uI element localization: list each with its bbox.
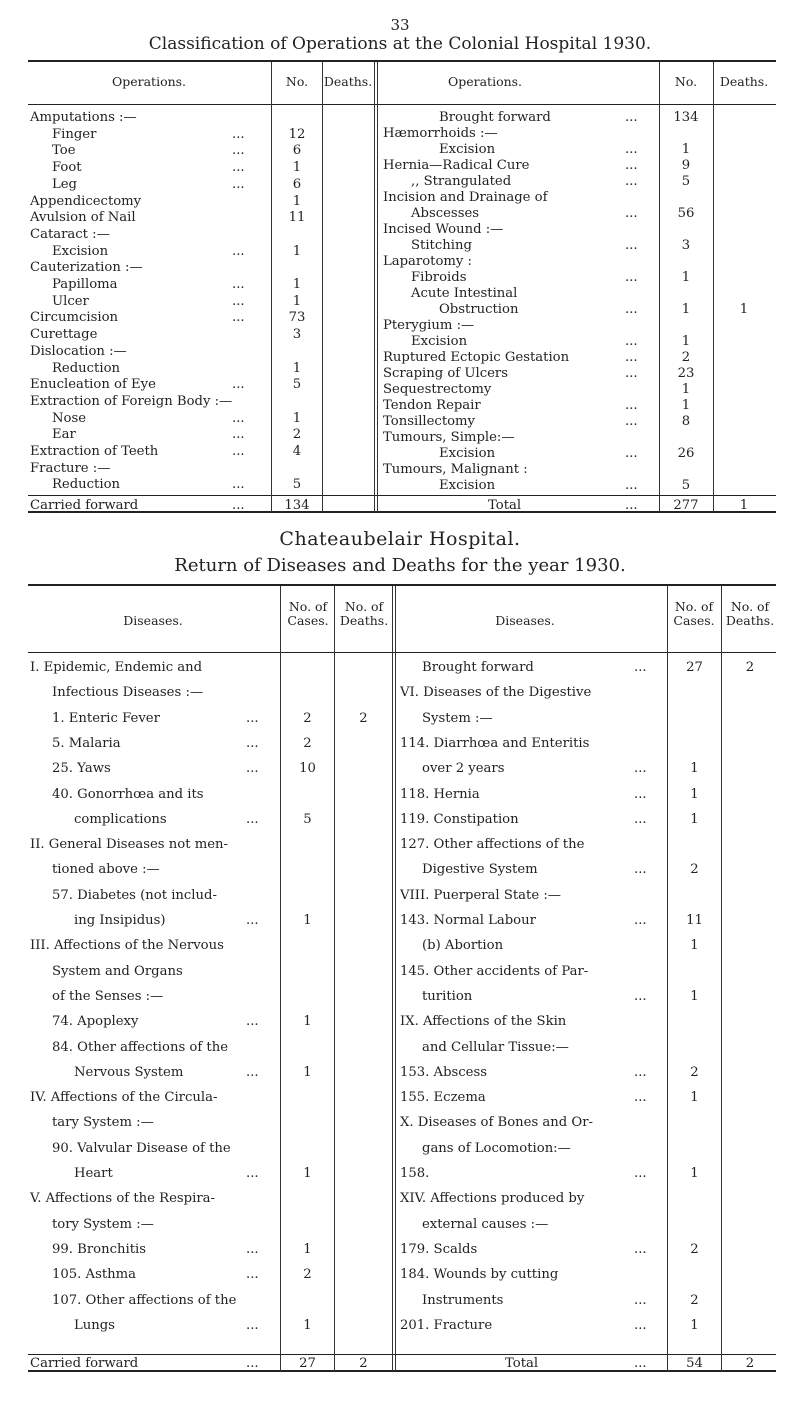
- table1-left-row-label: Avulsion of Nail: [30, 210, 136, 226]
- table1-col-rule: [377, 62, 378, 512]
- table2-left-row-label: 107. Other affections of the: [52, 1292, 237, 1308]
- table2-right-row-leader-dots: ...: [634, 811, 647, 827]
- table1-header-operations-left: Operations.: [111, 74, 187, 89]
- table1-left-row-no: 3: [292, 327, 302, 343]
- table1-right-row-no: 26: [677, 446, 695, 461]
- table2-right-row-cases: 2: [690, 1292, 699, 1308]
- table1-left-row-leader-dots: ...: [232, 310, 245, 326]
- table1-right-row-no: 23: [677, 366, 695, 381]
- table1-right-row-leader-dots: ...: [625, 110, 638, 125]
- table1-right-row-label: Fibroids: [411, 270, 467, 285]
- table2-left-footer-cases: 27: [299, 1356, 316, 1371]
- table1-left-row-label: Appendicectomy: [30, 193, 142, 209]
- table2-left-row-cases: 2: [303, 1267, 312, 1283]
- table2-right-row-label: (b) Abortion: [422, 938, 504, 954]
- table1-left-row-no: 1: [292, 360, 302, 376]
- table1-left-row-label: Dislocation :—: [30, 343, 127, 359]
- table2-header-deaths-right: No. of Deaths.: [725, 599, 775, 628]
- table2-left-row-label: of the Senses :—: [52, 988, 164, 1004]
- table2-left-row-cases: 5: [303, 811, 312, 827]
- table2-right-row-cases: 1: [690, 761, 699, 777]
- table2-col-rule: [392, 586, 393, 1371]
- table2-right-row-cases: 1: [690, 811, 699, 827]
- table1-left-row-no: 2: [292, 427, 302, 443]
- table2-left-row-label: Heart: [74, 1166, 113, 1181]
- table1-left-row-leader-dots: ...: [232, 143, 245, 159]
- table1-right-row-no: 2: [681, 350, 691, 365]
- table1-right-row-label: Tendon Repair: [383, 398, 481, 413]
- table2-left-row-label: tary System :—: [52, 1115, 154, 1131]
- table2-right-row-label: 153. Abscess: [400, 1064, 488, 1080]
- table2-left-row-label: III. Affections of the Nervous: [30, 938, 224, 954]
- table2-right-row-cases: 2: [690, 1241, 699, 1257]
- table1-left-row-leader-dots: ...: [232, 277, 245, 292]
- table1-left-row-leader-dots: ...: [232, 176, 245, 192]
- table2-left-row-cases: 1: [303, 913, 312, 928]
- table1-right-row-leader-dots: ...: [625, 142, 638, 157]
- table1-left-row-no: 1: [292, 293, 302, 309]
- table2-right-row-label: 119. Constipation: [400, 811, 519, 827]
- table1-left-row-label: Toe: [52, 143, 76, 159]
- table2-right-row-label: 201. Fracture: [400, 1317, 493, 1333]
- table2-right-row-cases: 2: [690, 1064, 699, 1080]
- table1-right-row-no: 5: [681, 478, 691, 493]
- table1-header-rule: [28, 104, 776, 105]
- table2-left-row-label: I. Epidemic, Endemic and: [30, 660, 203, 675]
- table1-left-footer-label: Carried forward: [30, 498, 139, 513]
- table1-right-row-label: Scraping of Ulcers: [383, 366, 508, 381]
- table2-left-row-label: V. Affections of the Respira-: [30, 1191, 215, 1207]
- table1-left-row-leader-dots: ...: [232, 427, 245, 443]
- table2-right-row-cases: 1: [690, 1166, 699, 1181]
- table2-left-row-cases: 1: [303, 1064, 312, 1080]
- table2-left-row-label: Nervous System: [74, 1064, 184, 1080]
- table1-right-row-no: 1: [681, 382, 691, 397]
- table1-right-row-leader-dots: ...: [625, 334, 638, 349]
- table1-left-row-no: 12: [288, 126, 306, 142]
- table1-right-row-label: Acute Intestinal: [411, 286, 518, 301]
- table1-right-footer-deaths: 1: [739, 498, 749, 513]
- table1-left-row-no: 1: [292, 277, 302, 292]
- table2-header-diseases-right: Diseases.: [495, 613, 555, 628]
- table1-left-row-no: 4: [292, 444, 302, 459]
- table1-left-row-no: 5: [292, 477, 302, 493]
- table2-right-footer-deaths: 2: [745, 1356, 755, 1371]
- table2-col-rule: [721, 586, 722, 1371]
- table2-top-rule: [28, 584, 776, 586]
- table1-left-row-no: 6: [292, 176, 302, 192]
- table1-header-deaths-right: Deaths.: [719, 74, 769, 89]
- table1-right-row-no: 5: [681, 174, 691, 189]
- table1-left-row-label: Reduction: [52, 477, 121, 493]
- table2-right-row-label: 155. Eczema: [400, 1090, 486, 1106]
- table1-col-rule: [374, 62, 375, 512]
- table1-left-row-label: Extraction of Foreign Body :—: [30, 393, 233, 409]
- table1-right-row-no: 3: [681, 238, 691, 253]
- table2-col-rule: [334, 586, 335, 1371]
- table2-right-footer-cases: 54: [686, 1356, 703, 1371]
- table1-header-no-left: No.: [285, 74, 309, 89]
- table2-right-row-label: Instruments: [422, 1292, 504, 1308]
- table2-right-row-label: Brought forward: [422, 660, 534, 675]
- table2-left-row-cases: 1: [303, 1166, 312, 1181]
- table1-left-row-label: Amputations :—: [30, 110, 137, 125]
- table1-left-row-leader-dots: ...: [232, 477, 245, 493]
- table2-header-cases-right: No. of Cases.: [673, 599, 715, 628]
- table2-left-row-leader-dots: ...: [246, 1014, 259, 1030]
- table2-right-row-leader-dots: ...: [634, 786, 647, 802]
- table2-left-row-label: tioned above :—: [52, 862, 160, 878]
- table2-right-row-label: over 2 years: [422, 761, 505, 777]
- table2-left-row-leader-dots: ...: [246, 811, 259, 827]
- table2-header-cases-left: No. of Cases.: [287, 599, 329, 628]
- table1-left-row-leader-dots: ...: [232, 293, 245, 309]
- table2-right-row-label: XIV. Affections produced by: [400, 1191, 585, 1207]
- table1-title: Classification of Operations at the Colonial Hospital 1930.: [148, 34, 652, 54]
- table2-right-row-leader-dots: ...: [634, 1317, 647, 1333]
- table1-left-row-leader-dots: ...: [232, 126, 245, 142]
- table1-right-row-no: 1: [681, 334, 691, 349]
- table2-left-row-label: 99. Bronchitis: [52, 1241, 146, 1257]
- table2-right-row-label: 118. Hernia: [400, 786, 480, 802]
- table2-right-row-label: turition: [422, 988, 473, 1004]
- table2-left-footer-label: Carried forward: [30, 1356, 139, 1371]
- table1-left-row-no: 1: [292, 243, 302, 259]
- table1-right-row-leader-dots: ...: [625, 350, 638, 365]
- table1-right-row-label: Pterygium :—: [383, 318, 475, 333]
- table1-right-row-no: 9: [681, 158, 691, 173]
- table1-right-row-leader-dots: ...: [625, 446, 638, 461]
- table1-left-row-no: 1: [292, 160, 302, 176]
- table1-right-row-leader-dots: ...: [625, 158, 638, 173]
- table1-left-row-no: 11: [288, 210, 306, 226]
- table1-left-footer-no: 134: [284, 498, 310, 513]
- table2-left-row-cases: 1: [303, 1241, 312, 1257]
- table2-left-row-label: Infectious Diseases :—: [52, 685, 204, 701]
- table2-left-row-label: 84. Other affections of the: [52, 1039, 229, 1055]
- table2-right-row-label: Digestive System: [422, 862, 538, 878]
- table2-left-row-label: IV. Affections of the Circula-: [30, 1090, 218, 1106]
- table1-right-row-label: Tumours, Malignant :: [383, 462, 528, 477]
- table2-right-row-leader-dots: ...: [634, 1064, 647, 1080]
- table1-left-footer-dots: ...: [232, 498, 245, 513]
- table2-right-row-label: 184. Wounds by cutting: [400, 1267, 559, 1283]
- table2-header-diseases-left: Diseases.: [123, 613, 183, 628]
- table2-right-row-label: VI. Diseases of the Digestive: [400, 685, 592, 701]
- table2-left-footer-dots: ...: [246, 1356, 259, 1371]
- table1-right-footer-dots: ...: [625, 498, 638, 513]
- table1-right-row-label: Incision and Drainage of: [383, 190, 548, 205]
- table1-right-row-label: Excision: [439, 478, 496, 493]
- table2-left-row-cases: 2: [303, 710, 312, 726]
- table1-right-row-label: Ruptured Ectopic Gestation: [383, 350, 570, 365]
- table2-left-row-label: 57. Diabetes (not includ-: [52, 887, 217, 903]
- table2-right-row-cases: 1: [690, 988, 699, 1004]
- table1-right-row-label: Hæmorrhoids :—: [383, 126, 498, 141]
- table1-header-no-right: No.: [674, 74, 698, 89]
- table1-right-row-leader-dots: ...: [625, 206, 638, 221]
- table1-right-row-no: 56: [677, 206, 695, 221]
- table2-left-row-cases: 10: [299, 761, 316, 777]
- table1-left-row-label: Leg: [52, 176, 78, 192]
- table2-right-row-cases: 1: [690, 1090, 699, 1106]
- table1-left-row-leader-dots: ...: [232, 243, 245, 259]
- table1-right-row-label: Tumours, Simple:—: [383, 430, 515, 445]
- table2-right-row-label: 127. Other affections of the: [400, 837, 585, 853]
- table2-right-row-leader-dots: ...: [634, 913, 647, 928]
- table2-left-row-label: 25. Yaws: [52, 761, 111, 777]
- table1-right-row-deaths: 1: [739, 302, 749, 317]
- table2-right-row-leader-dots: ...: [634, 1166, 647, 1181]
- table1-right-row-label: Excision: [411, 334, 468, 349]
- table2-right-row-label: 158.: [400, 1166, 430, 1181]
- table1-left-row-leader-dots: ...: [232, 410, 245, 426]
- table2-right-row-leader-dots: ...: [634, 660, 647, 675]
- table1-right-row-leader-dots: ...: [625, 398, 638, 413]
- table2-left-row-leader-dots: ...: [246, 735, 259, 751]
- table2-title: Return of Diseases and Deaths for the year 1930.: [174, 555, 626, 576]
- table2-left-row-label: 5. Malaria: [52, 735, 121, 751]
- table2-right-row-cases: 1: [690, 938, 699, 954]
- table1-left-row-label: Curettage: [30, 327, 98, 343]
- table2-right-row-leader-dots: ...: [634, 1292, 647, 1308]
- table2-left-row-label: II. General Diseases not men-: [30, 837, 228, 853]
- table1-header-deaths-left: Deaths.: [323, 74, 373, 89]
- table2-left-row-cases: 1: [303, 1317, 312, 1333]
- table1-footer-rule: [28, 495, 776, 496]
- table2-right-row-cases: 2: [690, 862, 699, 878]
- table2-left-row-leader-dots: ...: [246, 1166, 259, 1181]
- table1-right-row-leader-dots: ...: [625, 174, 638, 189]
- table2-left-footer-deaths: 2: [359, 1356, 368, 1371]
- table1-col-rule: [322, 62, 323, 512]
- table1-right-row-no: 1: [681, 270, 691, 285]
- table2-left-row-cases: 2: [303, 735, 312, 751]
- table1-right-row-label: Hernia—Radical Cure: [383, 158, 530, 173]
- table1-right-footer-no: 277: [673, 498, 699, 513]
- table2-left-row-label: tory System :—: [52, 1216, 154, 1232]
- table2-right-footer-label: Total: [505, 1356, 539, 1371]
- table2-left-row-leader-dots: ...: [246, 1267, 259, 1283]
- table1-left-row-leader-dots: ...: [232, 160, 245, 176]
- table1-left-row-no: 1: [292, 193, 302, 209]
- table2-left-row-label: 40. Gonorrhœa and its: [52, 786, 204, 802]
- table2-right-row-label: X. Diseases of Bones and Or-: [400, 1115, 593, 1131]
- table1-right-row-label: Laparotomy :: [383, 254, 472, 269]
- table2-right-row-cases: 1: [690, 786, 699, 802]
- table2-left-row-label: 90. Valvular Disease of the: [52, 1140, 231, 1156]
- table2-col-rule: [395, 586, 396, 1371]
- table1-left-row-leader-dots: ...: [232, 377, 245, 393]
- table2-left-row-label: 105. Asthma: [52, 1267, 137, 1283]
- table2-footer-rule: [28, 1354, 776, 1355]
- table2-left-row-label: Lungs: [74, 1317, 115, 1333]
- table1-right-row-leader-dots: ...: [625, 478, 638, 493]
- table1-right-row-label: Brought forward: [439, 110, 551, 125]
- table1-left-row-no: 73: [288, 310, 306, 326]
- page-number: 33: [390, 16, 410, 34]
- table2-header-rule: [28, 652, 776, 653]
- table2-left-row-label: complications: [74, 811, 167, 827]
- table2-right-row-label: 179. Scalds: [400, 1241, 478, 1257]
- table2-right-row-label: external causes :—: [422, 1216, 549, 1232]
- table2-left-row-leader-dots: ...: [246, 1241, 259, 1257]
- table1-right-row-leader-dots: ...: [625, 414, 638, 429]
- table1-right-row-no: 1: [681, 142, 691, 157]
- table2-right-row-leader-dots: ...: [634, 1090, 647, 1106]
- table1-right-row-leader-dots: ...: [625, 302, 638, 317]
- table1-header-operations-right: Operations.: [447, 74, 523, 89]
- table2-right-row-leader-dots: ...: [634, 862, 647, 878]
- table1-left-row-label: Extraction of Teeth: [30, 444, 159, 459]
- table1-right-row-label: Stitching: [411, 238, 472, 253]
- table1-col-rule: [659, 62, 660, 512]
- table2-right-row-leader-dots: ...: [634, 988, 647, 1004]
- table2-left-row-label: System and Organs: [52, 963, 183, 979]
- table1-left-row-no: 1: [292, 410, 302, 426]
- table1-right-row-label: Tonsillectomy: [383, 414, 476, 429]
- table2-right-row-cases: 11: [686, 913, 703, 928]
- table1-left-row-label: Ear: [52, 427, 76, 443]
- table2-left-row-label: 74. Apoplexy: [52, 1014, 139, 1030]
- table1-right-row-label: Incised Wound :—: [383, 222, 504, 237]
- table2-right-row-label: gans of Locomotion:—: [422, 1140, 571, 1156]
- table1-left-row-label: Nose: [52, 410, 87, 426]
- table1-right-row-no: 8: [681, 414, 691, 429]
- table1-left-row-label: Excision: [52, 243, 109, 259]
- table2-left-row-deaths: 2: [359, 710, 368, 726]
- table1-right-row-leader-dots: ...: [625, 238, 638, 253]
- table1-left-row-no: 6: [292, 143, 302, 159]
- table1-left-row-label: Ulcer: [52, 293, 89, 309]
- table2-left-row-label: ing Insipidus): [74, 913, 166, 928]
- table2-bottom-rule: [28, 1370, 776, 1372]
- table1-left-row-label: Cataract :—: [30, 226, 110, 242]
- table2-right-row-cases: 1: [690, 1317, 699, 1333]
- table2-left-row-cases: 1: [303, 1014, 312, 1030]
- table1-right-row-label: Sequestrectomy: [383, 382, 492, 397]
- table2-left-row-leader-dots: ...: [246, 1317, 259, 1333]
- table2-right-row-label: System :—: [422, 710, 493, 726]
- table2-left-row-leader-dots: ...: [246, 913, 259, 928]
- table2-right-footer-dots: ...: [634, 1356, 647, 1371]
- table1-left-row-label: Finger: [52, 126, 97, 142]
- hospital-name: Chateaubelair Hospital.: [279, 528, 521, 550]
- table1-left-row-label: Papilloma: [52, 277, 118, 292]
- table1-left-row-label: Reduction: [52, 360, 121, 376]
- table2-left-row-leader-dots: ...: [246, 710, 259, 726]
- table1-left-row-label: Cauterization :—: [30, 260, 143, 276]
- table1-col-rule: [713, 62, 714, 512]
- table2-left-row-leader-dots: ...: [246, 1064, 259, 1080]
- table1-left-row-label: Enucleation of Eye: [30, 377, 156, 393]
- table1-right-footer-label: Total: [488, 498, 522, 513]
- table2-right-row-label: and Cellular Tissue:—: [422, 1039, 569, 1055]
- table2-right-row-label: 143. Normal Labour: [400, 913, 536, 928]
- table2-right-row-cases: 27: [686, 660, 703, 675]
- table1-right-row-label: Abscesses: [411, 206, 480, 221]
- table2-right-row-leader-dots: ...: [634, 1241, 647, 1257]
- table1-left-row-no: 5: [292, 377, 302, 393]
- table1-right-row-label: ,, Strangulated: [411, 174, 512, 189]
- table2-right-row-label: 114. Diarrhœa and Enteritis: [400, 735, 590, 751]
- table2-right-row-deaths: 2: [745, 660, 755, 675]
- table1-left-row-leader-dots: ...: [232, 444, 245, 459]
- table1-right-row-label: Obstruction: [439, 302, 519, 317]
- table1-left-row-label: Fracture :—: [30, 460, 111, 476]
- table2-left-row-leader-dots: ...: [246, 761, 259, 777]
- table1-right-row-label: Excision: [439, 142, 496, 157]
- table2-right-row-label: 145. Other accidents of Par-: [400, 963, 589, 979]
- table2-left-row-label: 1. Enteric Fever: [52, 710, 160, 726]
- table1-right-row-no: 134: [673, 110, 699, 125]
- table1-right-row-no: 1: [681, 398, 691, 413]
- table1-left-row-label: Circumcision: [30, 310, 119, 326]
- table2-right-row-leader-dots: ...: [634, 761, 647, 777]
- table1-left-row-label: Foot: [52, 160, 82, 176]
- table1-right-row-label: Excision: [439, 446, 496, 461]
- table1-right-row-no: 1: [681, 302, 691, 317]
- table1-top-rule: [28, 60, 776, 62]
- table2-right-row-label: IX. Affections of the Skin: [400, 1014, 567, 1030]
- table2-right-row-label: VIII. Puerperal State :—: [400, 887, 561, 903]
- table2-header-deaths-left: No. of Deaths.: [339, 599, 389, 628]
- table1-right-row-leader-dots: ...: [625, 366, 638, 381]
- table1-right-row-leader-dots: ...: [625, 270, 638, 285]
